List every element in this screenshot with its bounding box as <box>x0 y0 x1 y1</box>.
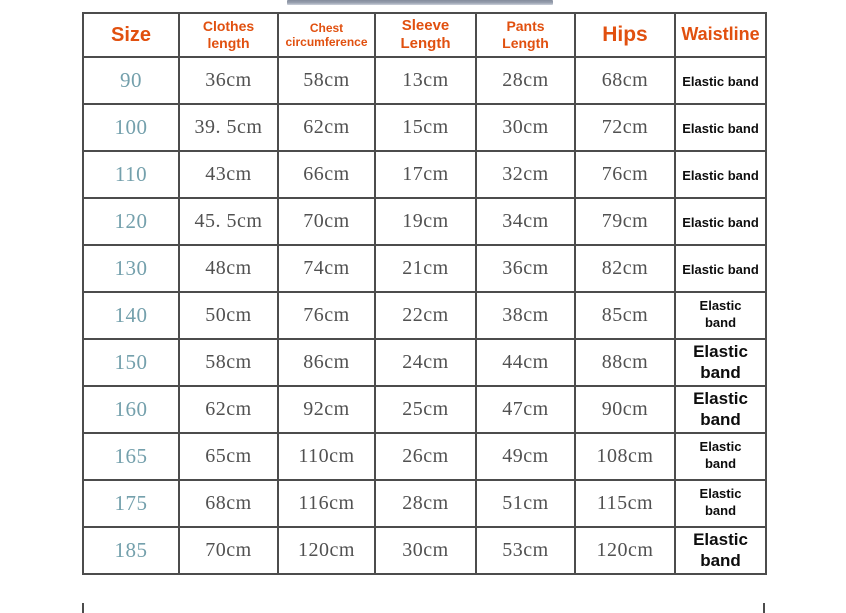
cell-text: 70cm <box>205 539 252 561</box>
col-header-label: Chest <box>309 20 344 35</box>
cell-text: 165 <box>114 444 148 468</box>
cell-text: 43cm <box>205 163 252 185</box>
cell-text: 26cm <box>402 445 449 467</box>
cell-text: 48cm <box>205 257 252 279</box>
cell-text: 36cm <box>205 69 252 91</box>
cell-text: 175 <box>114 491 148 515</box>
sleeve-length-cell <box>375 480 476 527</box>
cell-text: 25cm <box>402 398 449 420</box>
hips-cell <box>575 245 675 292</box>
pants-length-cell <box>476 433 575 480</box>
chest-circumference-cell <box>278 57 375 104</box>
hips-cell <box>575 433 675 480</box>
cell-text: 39. 5cm <box>194 116 263 138</box>
cell-text: Elastic band <box>682 262 759 277</box>
cell-text: 130 <box>114 256 148 280</box>
cell-text: 15cm <box>402 116 449 138</box>
cell-text: 108cm <box>596 445 654 467</box>
cell-text: 76cm <box>601 163 649 185</box>
cell-text: 13cm <box>402 69 449 91</box>
cell-text: 82cm <box>601 257 649 279</box>
sleeve-length-cell <box>375 433 476 480</box>
cell-text: Elastic band <box>699 298 742 330</box>
pants-length-cell <box>476 480 575 527</box>
cell-text: 150 <box>114 350 148 374</box>
clothes-length-cell <box>179 386 278 433</box>
col-header-hips <box>575 13 675 57</box>
sleeve-length-cell <box>375 57 476 104</box>
waistline-cell <box>675 433 766 480</box>
table-row <box>83 292 766 339</box>
size-cell <box>83 245 179 292</box>
table-row <box>83 480 766 527</box>
clothes-length-cell <box>179 339 278 386</box>
clothes-length-cell <box>179 245 278 292</box>
chest-circumference-cell <box>278 433 375 480</box>
hips-cell <box>575 57 675 104</box>
cell-text: Elastic band <box>682 121 759 136</box>
size-cell <box>83 480 179 527</box>
header-row <box>83 13 766 57</box>
cell-text: 58cm <box>303 69 350 91</box>
col-header-label: Hips <box>602 23 648 47</box>
hips-cell <box>575 292 675 339</box>
cell-text: 36cm <box>502 257 549 279</box>
cell-text: 38cm <box>502 304 549 326</box>
cell-text: 88cm <box>601 351 649 373</box>
cell-text: Elastic band <box>682 74 759 89</box>
waistline-cell <box>675 386 766 433</box>
table-row <box>83 433 766 480</box>
cell-text: Elastic band <box>699 486 742 518</box>
col-header-label: Waistline <box>681 24 760 45</box>
sleeve-length-cell <box>375 245 476 292</box>
col-header-waistline <box>675 13 766 57</box>
cell-text: 50cm <box>205 304 252 326</box>
cell-text: Elastic band <box>693 529 748 571</box>
size-cell <box>83 433 179 480</box>
cell-text: 79cm <box>601 210 649 232</box>
cell-text: 22cm <box>402 304 449 326</box>
pants-length-cell <box>476 386 575 433</box>
cell-text: 72cm <box>601 116 649 138</box>
col-header-label: Pants <box>506 18 545 35</box>
table-row <box>83 386 766 433</box>
cell-text: Elastic band <box>682 168 759 183</box>
col-header-clothes-length <box>179 13 278 57</box>
table-row <box>83 198 766 245</box>
cell-text: 32cm <box>502 163 549 185</box>
chest-circumference-cell <box>278 104 375 151</box>
cutoff-next-row <box>82 603 765 613</box>
chest-circumference-cell <box>278 245 375 292</box>
waistline-cell <box>675 57 766 104</box>
clothes-length-cell <box>179 57 278 104</box>
waistline-cell <box>675 104 766 151</box>
sleeve-length-cell <box>375 104 476 151</box>
cell-text: 65cm <box>205 445 252 467</box>
pants-length-cell <box>476 339 575 386</box>
col-header-label: Size <box>110 24 152 46</box>
cell-text: 120 <box>114 209 148 233</box>
cell-text: 24cm <box>402 351 449 373</box>
table-body <box>83 57 766 574</box>
size-cell <box>83 104 179 151</box>
hips-cell <box>575 198 675 245</box>
cell-text: 70cm <box>303 210 350 232</box>
cell-text: Elastic band <box>693 341 748 383</box>
pants-length-cell <box>476 198 575 245</box>
cell-text: 110cm <box>298 445 355 467</box>
cell-text: 34cm <box>502 210 549 232</box>
col-header-label: Sleeve <box>401 17 450 34</box>
cell-text: 120cm <box>596 539 654 561</box>
cell-text: Elastic band <box>693 388 748 430</box>
cell-text: 92cm <box>303 398 350 420</box>
cell-text: 19cm <box>402 210 449 232</box>
cell-text: 51cm <box>502 492 549 514</box>
cell-text: 140 <box>114 303 148 327</box>
size-cell <box>83 292 179 339</box>
col-header-chest-circumference <box>278 13 375 57</box>
sleeve-length-cell <box>375 198 476 245</box>
sleeve-length-cell <box>375 292 476 339</box>
pants-length-cell <box>476 527 575 574</box>
cell-text: 74cm <box>303 257 350 279</box>
cell-text: 115cm <box>596 492 654 514</box>
cell-text: 66cm <box>303 163 350 185</box>
clothes-length-cell <box>179 292 278 339</box>
size-cell <box>83 151 179 198</box>
table-header <box>83 13 766 57</box>
table-row <box>83 245 766 292</box>
cell-text: 30cm <box>402 539 449 561</box>
cell-text: 160 <box>114 397 148 421</box>
cell-text: 86cm <box>303 351 350 373</box>
pants-length-cell <box>476 245 575 292</box>
sleeve-length-cell <box>375 527 476 574</box>
cell-text: 90 <box>120 68 142 92</box>
pants-length-cell <box>476 292 575 339</box>
cell-text: 90cm <box>601 398 649 420</box>
cell-text: 17cm <box>402 163 449 185</box>
waistline-cell <box>675 151 766 198</box>
cell-text: 30cm <box>502 116 549 138</box>
waistline-cell <box>675 292 766 339</box>
pants-length-cell <box>476 57 575 104</box>
cell-text: 49cm <box>502 445 549 467</box>
cell-text: 68cm <box>601 69 649 91</box>
col-header-label: length <box>207 35 250 51</box>
cell-text: 47cm <box>502 398 549 420</box>
waistline-cell <box>675 480 766 527</box>
cell-text: 28cm <box>502 69 549 91</box>
hips-cell <box>575 386 675 433</box>
size-cell <box>83 57 179 104</box>
cutoff-top-bar <box>287 0 553 5</box>
chest-circumference-cell <box>278 339 375 386</box>
sleeve-length-cell <box>375 386 476 433</box>
pants-length-cell <box>476 104 575 151</box>
hips-cell <box>575 480 675 527</box>
sleeve-length-cell <box>375 151 476 198</box>
table-row <box>83 339 766 386</box>
cell-text: 44cm <box>502 351 549 373</box>
chest-circumference-cell <box>278 198 375 245</box>
hips-cell <box>575 527 675 574</box>
hips-cell <box>575 339 675 386</box>
col-header-pants-length <box>476 13 575 57</box>
waistline-cell <box>675 339 766 386</box>
cell-text: 21cm <box>402 257 449 279</box>
cell-text: 85cm <box>601 304 649 326</box>
table-row <box>83 151 766 198</box>
size-cell <box>83 198 179 245</box>
clothes-length-cell <box>179 433 278 480</box>
cell-text: 76cm <box>303 304 350 326</box>
sleeve-length-cell <box>375 339 476 386</box>
pants-length-cell <box>476 151 575 198</box>
chest-circumference-cell <box>278 386 375 433</box>
clothes-length-cell <box>179 104 278 151</box>
cell-text: 58cm <box>205 351 252 373</box>
cell-text: 28cm <box>402 492 449 514</box>
chest-circumference-cell <box>278 151 375 198</box>
waistline-cell <box>675 527 766 574</box>
cell-text: 100 <box>114 115 148 139</box>
hips-cell <box>575 151 675 198</box>
size-cell <box>83 527 179 574</box>
clothes-length-cell <box>179 527 278 574</box>
waistline-cell <box>675 198 766 245</box>
cell-text: 62cm <box>303 116 350 138</box>
table-row <box>83 57 766 104</box>
hips-cell <box>575 104 675 151</box>
cell-text: 68cm <box>205 492 252 514</box>
cell-text: 185 <box>114 538 148 562</box>
table-row <box>83 527 766 574</box>
clothes-length-cell <box>179 198 278 245</box>
cell-text: 45. 5cm <box>194 210 263 232</box>
waistline-cell <box>675 245 766 292</box>
size-cell <box>83 339 179 386</box>
chest-circumference-cell <box>278 527 375 574</box>
cell-text: 116cm <box>298 492 355 514</box>
clothes-length-cell <box>179 480 278 527</box>
table-row <box>83 104 766 151</box>
cell-text: Elastic band <box>682 215 759 230</box>
col-header-label: Length <box>502 35 549 51</box>
col-header-size <box>83 13 179 57</box>
col-header-label: Length <box>400 35 451 52</box>
cell-text: 53cm <box>502 539 549 561</box>
chest-circumference-cell <box>278 480 375 527</box>
cell-text: Elastic band <box>699 439 742 471</box>
cell-text: 110 <box>114 162 148 186</box>
cell-text: 120cm <box>298 539 355 561</box>
col-header-label: circumference <box>285 35 368 49</box>
chest-circumference-cell <box>278 292 375 339</box>
size-cell <box>83 386 179 433</box>
size-chart-table <box>82 12 767 575</box>
col-header-label: Clothes <box>202 18 255 35</box>
col-header-sleeve-length <box>375 13 476 57</box>
cell-text: 62cm <box>205 398 252 420</box>
clothes-length-cell <box>179 151 278 198</box>
